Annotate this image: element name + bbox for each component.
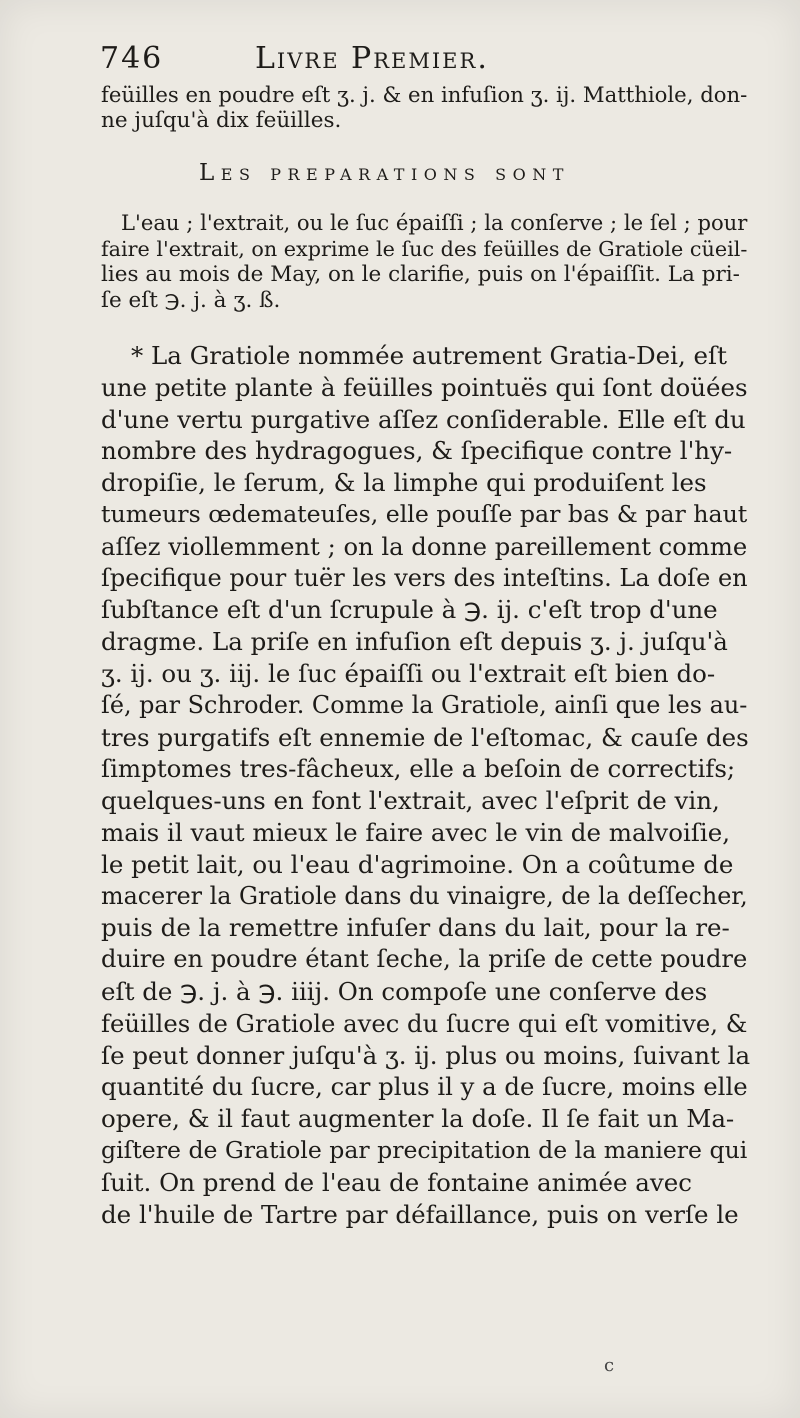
text-line: lies au mois de May, on le clarifie, puis on l'épaiſſit. La pri- bbox=[101, 262, 740, 287]
text-line: ſe eſt ℈. j. à ʒ. ß. bbox=[101, 288, 281, 313]
text-line: tumeurs œdemateuſes, elle pouſſe par bas & par haut bbox=[101, 499, 748, 528]
text-line: ne juſqu'à dix feüilles. bbox=[101, 108, 342, 133]
text-line: quantité du ſucre, car plus il y a de ſucre, moins elle bbox=[101, 1072, 748, 1102]
text-line: duire en poudre étant ſeche, la priſe de cette poudre bbox=[101, 945, 748, 974]
text-line: ſimptomes tres-fâcheux, elle a beſoin de correctifs; bbox=[101, 754, 736, 784]
text-line: ʒ. ij. ou ʒ. iij. le ſuc épaiſſi ou l'extrait eſt bien do- bbox=[101, 658, 716, 688]
text-line: giſtere de Gratiole par precipitation de la maniere qui bbox=[101, 1135, 748, 1164]
text-line: ſubſtance eſt d'un ſcrupule à ℈. ij. c'eſt trop d'une bbox=[101, 595, 718, 625]
text-line: de l'huile de Tartre par défaillance, puis on verſe le bbox=[101, 1199, 739, 1229]
text-line: feüilles de Gratiole avec du ſucre qui eſt vomitive, & bbox=[101, 1008, 748, 1038]
text-line: le petit lait, ou l'eau d'agrimoine. On a coûtume de bbox=[101, 849, 734, 879]
text-line: macerer la Gratiole dans du vinaigre, de la deſſecher, bbox=[101, 881, 748, 910]
section-title: Les preparations sont bbox=[199, 160, 570, 186]
page-number: 746 bbox=[100, 41, 164, 76]
top-paragraph bbox=[101, 82, 751, 134]
running-title: Livre Premier. bbox=[255, 41, 489, 76]
text-line: opere, & il faut augmenter la doſe. Il ſe fait un Ma- bbox=[101, 1104, 735, 1134]
signature-mark: c bbox=[604, 1355, 615, 1376]
page-header bbox=[100, 40, 620, 78]
text-line: nombre des hydragogues, & ſpecifique contre l'hy- bbox=[101, 436, 733, 466]
text-line: dropiſie, le ſerum, & la limphe qui produiſent les bbox=[101, 468, 707, 498]
text-line: faire l'extrait, on exprime le ſuc des feüilles de Gratiole cüeil- bbox=[101, 237, 748, 261]
text-line: puis de la remettre infuſer dans du lait, pour la re- bbox=[101, 913, 730, 943]
text-line: L'eau ; l'extrait, ou le ſuc épaiſſi ; la conſerve ; le ſel ; pour bbox=[121, 210, 748, 235]
text-line: quelques-uns en font l'extrait, avec l'eſprit de vin, bbox=[101, 786, 720, 816]
text-line: tres purgatifs eſt ennemie de l'eſtomac, & cauſe des bbox=[101, 722, 749, 752]
text-line: ſpecifique pour tuër les vers des inteſtins. La doſe en bbox=[101, 563, 748, 592]
text-line: aſſez viollemment ; on la donne pareillement comme bbox=[101, 531, 748, 561]
text-line: ſe peut donner juſqu'à ʒ. ij. plus ou moins, ſuivant la bbox=[101, 1040, 751, 1070]
text-line: feüilles en poudre eſt ʒ. j. & en infuſion ʒ. ij. Matthiole, don- bbox=[101, 82, 748, 107]
text-line: d'une vertu purgative aſſez conſiderable. Elle eſt du bbox=[101, 404, 746, 434]
text-line: ſuit. On prend de l'eau de fontaine animée avec bbox=[101, 1167, 692, 1197]
text-line: ſé, par Schroder. Comme la Gratiole, ainſi que les au- bbox=[101, 690, 748, 719]
text-line: une petite plante à feüilles pointuës qui ſont doüées bbox=[101, 372, 748, 402]
text-line: eſt de ℈. j. à ℈. iiij. On compoſe une conſerve des bbox=[101, 976, 708, 1006]
main-paragraph bbox=[101, 340, 751, 1230]
text-line: dragme. La priſe en infuſion eſt depuis ʒ. j. juſqu'à bbox=[101, 627, 728, 657]
text-line: mais il vaut mieux le faire avec le vin de malvoiſie, bbox=[101, 817, 731, 847]
text-line: * La Gratiole nommée autrement Gratia-Dei, eſt bbox=[131, 341, 727, 370]
preparations-paragraph bbox=[101, 210, 751, 314]
